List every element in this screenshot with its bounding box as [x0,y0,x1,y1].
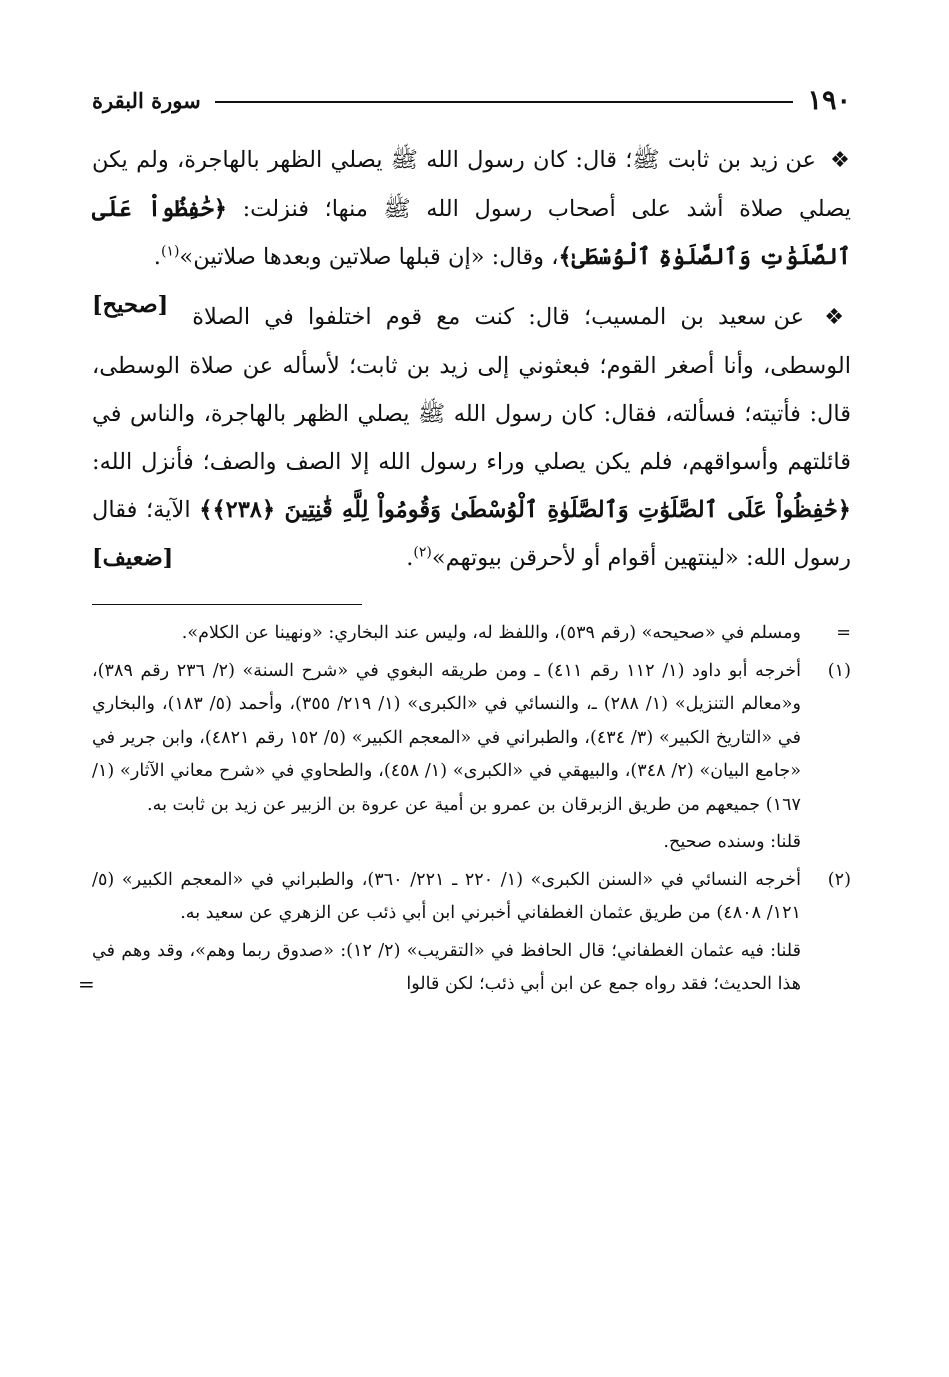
footnote-divider [92,604,362,605]
bullet-icon: ❖ [824,305,851,330]
page-header [92,78,851,122]
footnote-number: (١) [827,660,851,681]
footnote-note-text: قلنا: فيه عثمان الغطفاني؛ قال الحافظ في «التقريب» (٢/ ١٢): «صدوق ربما وهم»، وقد وهم في هذا الحديث؛ فقد رواه جمع عن ابن أبي ذئب؛ لكن قالوا [92,940,801,994]
footnote-note [78,935,851,1002]
footnote-number: (٢) [827,869,851,890]
main-text [92,136,851,582]
hadith-text: عن زيد بن ثابت ﷺ؛ قال: كان رسول الله ﷺ يصلي الظهر بالهاجرة، ولم يكن يصلي صلاة أشد على أصحاب رسول الله ﷺ منها؛ فنزلت: [92,147,851,222]
grade-label: [ضعيف] [92,545,174,571]
footnote-ref: (٢) [413,544,432,561]
footnote-text: ومسلم في «صحيحه» (رقم ٥٣٩)، واللفظ له، وليس عند البخاري: «ونهينا عن الكلام». [181,623,801,643]
footnote-continued [92,617,851,651]
sentence-end: . [406,545,414,571]
header-rule [215,101,794,103]
footnote-note: قلنا: وسنده صحيح. [663,832,801,852]
footnote-2 [92,864,851,931]
bullet-icon: ❖ [830,148,851,173]
grade-label: [صحيح] [92,292,169,318]
footnote-1 [92,655,851,823]
footnotes [78,617,851,1002]
hadith-text-continued: ، وقال: «إن قبلها صلاتين وبعدها صلاتين» [179,244,559,270]
quran-verse: ﴿حَٰفِظُواْ عَلَى ٱلصَّلَوَٰتِ وَٱلصَّلَوٰةِ ٱلْوُسْطَىٰ وَقُومُواْ لِلَّهِ قَٰنِتِينَ ﴿٢٣٨﴾﴾ [199,497,851,523]
hadith-text: عن سعيد بن المسيب؛ قال: كنت مع قوم اختلفوا في الصلاة الوسطى، وأنا أصغر القوم؛ فبعثوني إلى زيد بن ثابت؛ لأسأله عن صلاة الوسطى، قال: فأتيته؛ فسألته، فقال: كان رسول الله ﷺ يصلي الظهر بالهاجرة، والناس في قائلتهم وأسواقهم، فلم يكن يصلي وراء رسول الله إلا الصف والصف؛ فأنزل الله: [92,304,851,475]
hadith-paragraph-2 [92,293,851,582]
footnote-text: أخرجه أبو داود (١/ ١١٢ رقم ٤١١) ـ ومن طريقه البغوي في «شرح السنة» (٢/ ٢٣٦ رقم ٣٨٩)، و«معالم التنزيل» (١/ ٢٨٨) ـ، والنسائي في «الكبرى» (١/ ٢١٩/ ٣٥٥)، وأحمد (٥/ ١٨٣)، والبخاري في «التاريخ الكبير» (٣/ ٤٣٤)، والطبراني في «المعجم الكبير» (٥/ ١٥٢ رقم ٤٨٢١)، وابن جرير في «جامع البيان» (٢/ ٣٤٨)، والبيهقي في «الكبرى» (١/ ٤٥٨)، والطحاوي في «شرح معاني الآثار» (١/ ١٦٧) جميعهم من طريق الزبرقان بن عمرو بن أمية عن عروة بن الزبير عن زيد بن ثابت به. [92,660,801,815]
surah-title: سورة البقرة [92,87,201,113]
hadith-text-continued: الآية؛ فقال رسول الله: «لينتهين أقوام أو لأحرقن بيوتهم» [92,497,851,571]
footnote-text: أخرجه النسائي في «السنن الكبرى» (١/ ٢٢٠ ـ ٢٢١/ ٣٦٠)، والطبراني في «المعجم الكبير» (٥/ ١٢١/ ٤٨٠٨) من طريق عثمان الغطفاني أخبرني ابن أبي ذئب عن الزهري عن سعيد به. [92,869,801,923]
page-number: ١٩٠ [807,84,851,116]
footnote-ref: (١) [160,243,180,260]
sentence-end: . [153,244,161,270]
hadith-paragraph-1 [92,136,851,318]
continuation-marker: = [78,972,95,996]
continuation-marker: = [836,623,851,643]
quran-verse: ﴿حَٰفِظُواْ عَلَى ٱلصَّلَوَٰتِ وَٱلصَّلَوٰةِ ٱلْوُسْطَىٰ﴾ [92,196,851,270]
